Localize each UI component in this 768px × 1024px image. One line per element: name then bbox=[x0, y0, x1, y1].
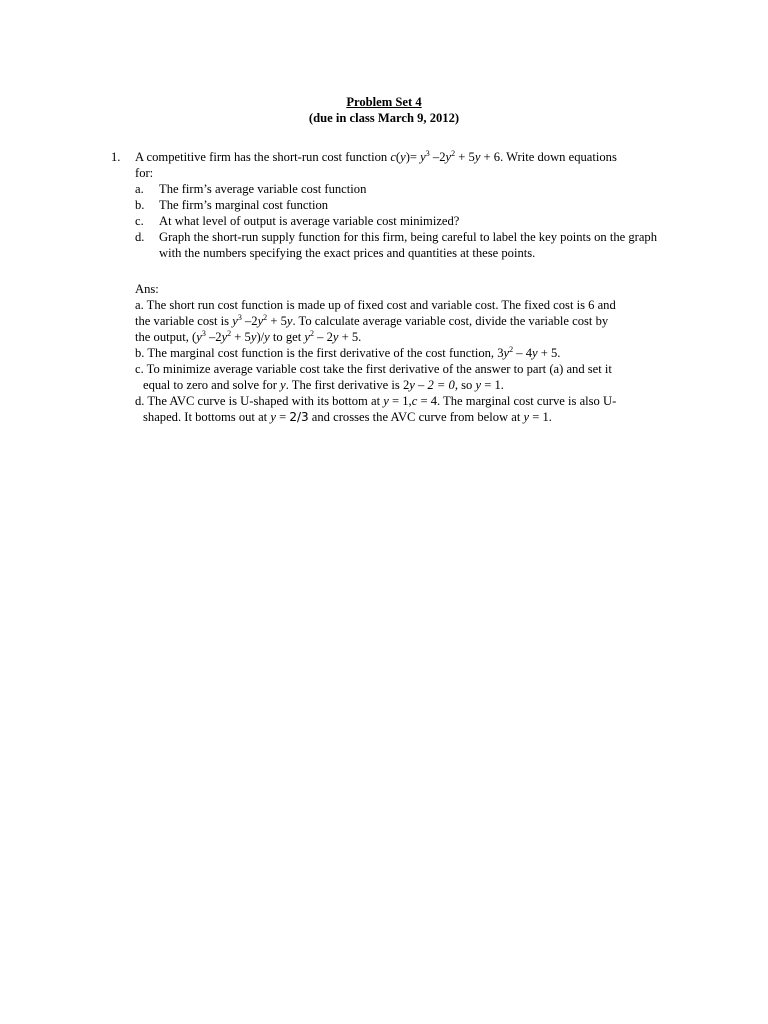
answer-b: b. The marginal cost function is the first derivative of the cost function, $3y^2 - 4y + 5$. bbox=[135, 345, 561, 360]
answer-d: d. The AVC curve is U-shaped with its bottom at y = 1,c = 4. The marginal cost curve is also U- shaped. It bottoms out at y = 2/3 and crosses the AVC curve from below at y = 1. bbox=[135, 394, 617, 424]
page-title: Problem Set 4 bbox=[346, 95, 422, 109]
answer-heading: Ans: bbox=[135, 282, 159, 296]
sub-question-b: b. The firm’s marginal cost function bbox=[135, 198, 329, 212]
answer-a: a. The short run cost function is made up of fixed cost and variable cost. The fixed cost is 6 and the variable cost is $y^3$ $-2y^2 + 5y$. To calculate average variable cost, divide the variable cost by the output, ($y^3$ $-2y^2 + 5y)/y$ to get $y^2 - 2y + 5$. bbox=[135, 298, 616, 344]
answer-c: c. To minimize average variable cost take the first derivative of the answer to part (a) and set it equal to zero and solve for y. The first derivative is 2y – 2 = 0, so y = 1. bbox=[135, 362, 612, 392]
title-block bbox=[0, 94, 768, 126]
answer-section bbox=[135, 281, 675, 425]
sub-question-a: a. The firm’s average variable cost function bbox=[135, 182, 367, 196]
sub-question-d: d. Graph the short-run supply function for this firm, being careful to label the key points on the graph with the numbers specifying the exact prices and quantities at these points. bbox=[135, 230, 658, 260]
page-subtitle: (due in class March 9, 2012) bbox=[308, 111, 460, 125]
sub-question-c: c. At what level of output is average variable cost minimized? bbox=[135, 214, 460, 228]
question-intro: A competitive firm has the short-run cost function $c(y)= y^3$ $-2y^2 + 5y + 6$. Write down equations bbox=[135, 149, 617, 164]
question-number: 1. bbox=[111, 150, 121, 164]
question-body bbox=[135, 149, 681, 261]
question-1 bbox=[111, 149, 681, 261]
question-intro-cont: for: bbox=[135, 166, 154, 180]
